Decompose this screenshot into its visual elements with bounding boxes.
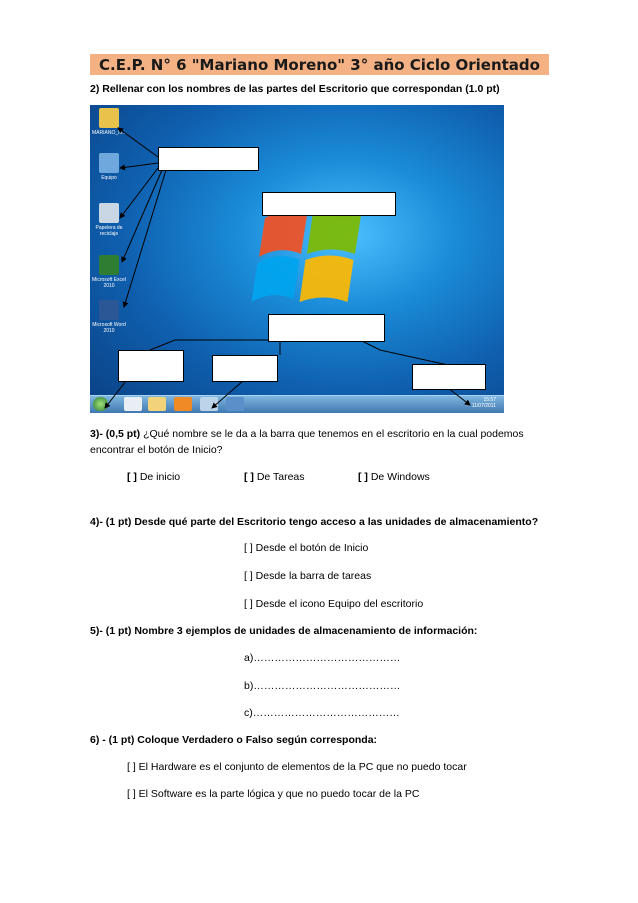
question-3-text: ¿Qué nombre se le da a la barra que tenemos en el escritorio en la cual podemos <box>140 428 524 440</box>
desktop-icon-label: Microsoft Excel 2010 <box>92 277 126 289</box>
question-6-title: 6) - (1 pt) Coloque Verdadero o Falso según corresponda: <box>90 734 378 746</box>
label-box-start-button[interactable] <box>118 350 184 382</box>
clock-date: 11/07/2011 <box>471 403 496 409</box>
question-3-line-2: encontrar el botón de Inicio? <box>90 444 223 456</box>
option-label: De Tareas <box>256 471 305 483</box>
label-box-notification-area[interactable] <box>412 364 486 390</box>
label-box-taskbar[interactable] <box>268 314 385 342</box>
option-de-inicio[interactable]: [ ] De inicio <box>127 471 181 483</box>
desktop-icon-label: Papelera de reciclaje <box>95 225 123 237</box>
option-de-windows[interactable]: [ ] De Windows <box>358 471 430 483</box>
label-box-desktop-icons[interactable] <box>158 147 259 171</box>
answer-line-b[interactable]: b)…………………………………… <box>244 680 401 692</box>
page-title: C.E.P. N° 6 "Mariano Moreno" 3° año Ciclo Orientado <box>90 54 549 75</box>
answer-line-c[interactable]: c)…………………………………… <box>244 707 400 719</box>
option-de-tareas[interactable]: [ ] De Tareas <box>244 471 305 483</box>
option-label: De inicio <box>139 471 181 483</box>
option-label: De Windows <box>370 471 430 483</box>
question-2-title: 2) Rellenar con los nombres de las partes del Escritorio que correspondan (1.0 pt) <box>90 83 500 95</box>
q4-option-inicio[interactable]: [ ] Desde el botón de Inicio <box>244 542 369 554</box>
true-false-item-software[interactable]: [ ] El Software es la parte lógica y que no puedo tocar de la PC <box>127 788 420 800</box>
desktop-icon-label: Equipo <box>101 175 117 181</box>
true-false-item-hardware[interactable]: [ ] El Hardware es el conjunto de elementos de la PC que no puedo tocar <box>127 761 467 773</box>
desktop-icon-label: MARIANO_M... <box>92 130 127 136</box>
question-3-lead: 3)- (0,5 pt) <box>90 428 141 440</box>
q4-option-barra[interactable]: [ ] Desde la barra de tareas <box>244 570 372 582</box>
desktop-icon-label: Microsoft Word 2010 <box>92 322 126 334</box>
question-3-line-1 <box>90 427 524 441</box>
label-box-wallpaper[interactable] <box>262 192 396 216</box>
label-box-quick-launch[interactable] <box>212 355 278 382</box>
question-5-title: 5)- (1 pt) Nombre 3 ejemplos de unidades de almacenamiento de información: <box>90 625 478 637</box>
q4-option-equipo[interactable]: [ ] Desde el icono Equipo del escritorio <box>244 598 424 610</box>
clock-time: 15:57 <box>483 397 496 403</box>
answer-line-a[interactable]: a)…………………………………… <box>244 652 401 664</box>
question-4-title: 4)- (1 pt) Desde qué parte del Escritorio tengo acceso a las unidades de almacenamiento? <box>90 516 539 528</box>
